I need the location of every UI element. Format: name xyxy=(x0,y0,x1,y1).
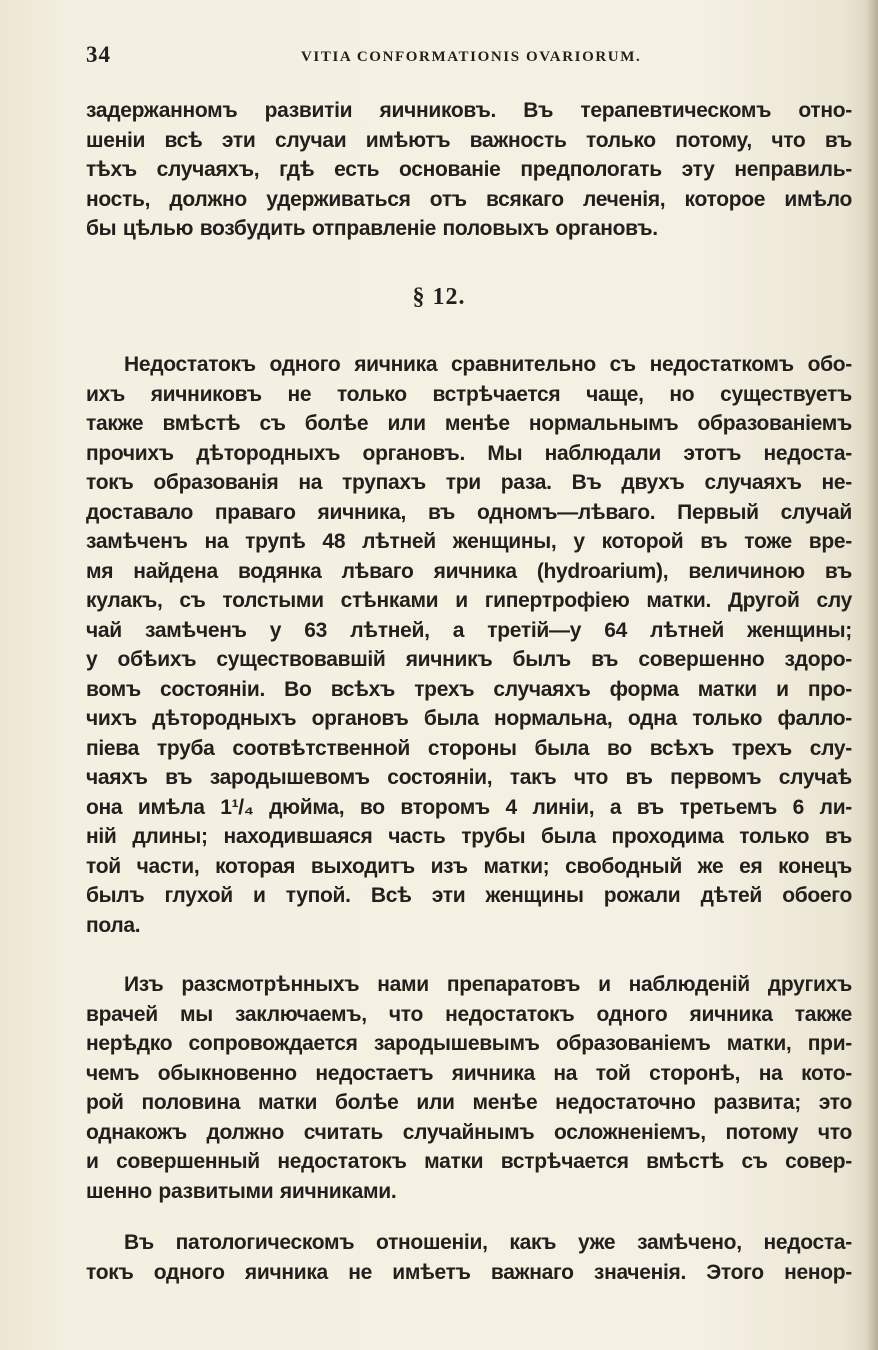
text-line: она имѣла 1¹/₄ дюйма, во второмъ 4 линіи, а въ третьемъ 6 ли- xyxy=(86,795,852,819)
text-line: замѣченъ на трупѣ 48 лѣтней женщины, у которой въ тоже вре- xyxy=(86,530,852,553)
text-line: шенно развитыми яичниками. xyxy=(86,1179,397,1203)
text-line: кулакъ, съ толстыми стѣнками и гипертрофіею матки. Другой слу xyxy=(86,589,852,612)
text-line: также вмѣстѣ съ болѣе или менѣе нормальнымъ образованіемъ xyxy=(86,412,852,435)
paragraph-4 xyxy=(86,1228,852,1287)
paragraph-1 xyxy=(86,96,852,244)
running-title: VITIA CONFORMATIONIS OVARIORUM. xyxy=(301,49,642,65)
text-line: пола. xyxy=(86,913,141,937)
text-line: доставало праваго яичника, въ одномъ—лѣваго. Первый случай xyxy=(86,500,852,524)
text-line: прочихъ дѣтородныхъ органовъ. Мы наблюдали этотъ недоста- xyxy=(86,441,852,465)
page-number: 34 xyxy=(86,42,111,67)
text-line: бы цѣлью возбудить отправленіе половыхъ органовъ. xyxy=(86,217,658,240)
text-line: былъ глухой и тупой. Всѣ эти женщины рожали дѣтей обоего xyxy=(86,884,852,907)
text-line: мя найдена водянка лѣваго яичника (hydroarium), величиною въ xyxy=(86,559,852,583)
text-line: Изъ разсмотрѣнныхъ нами препаратовъ и наблюденій другихъ xyxy=(124,973,852,996)
text-line: и совершенный недостатокъ матки встрѣчается вмѣстѣ съ совер- xyxy=(86,1150,852,1173)
text-line: Въ патологическомъ отношеніи, какъ уже замѣчено, недоста- xyxy=(124,1231,852,1254)
text-line: чай замѣченъ у 63 лѣтней, а третій—у 64 лѣтней женщины; xyxy=(86,618,852,642)
paragraph-3 xyxy=(86,970,852,1206)
text-line: вомъ состояніи. Во всѣхъ трехъ случаяхъ форма матки и про- xyxy=(86,677,852,701)
text-line: задержанномъ развитіи яичниковъ. Въ терапевтическомъ отно- xyxy=(86,99,852,122)
text-line: той части, которая выходитъ изъ матки; свободный же ея конецъ xyxy=(86,854,852,878)
text-line: чемъ обыкновенно недостаетъ яичника на той сторонѣ, на кото- xyxy=(86,1061,852,1085)
text-line: Недостатокъ одного яичника сравнительно съ недостаткомъ обо- xyxy=(124,353,852,376)
text-line: чихъ дѣтородныхъ органовъ была нормальна, одна только фалло- xyxy=(86,707,852,730)
paragraph-2 xyxy=(86,350,852,940)
text-line: токъ образованія на трупахъ три раза. Въ двухъ случаяхъ не- xyxy=(86,471,852,494)
text-line: ихъ яичниковъ не только встрѣчается чаще, но существуетъ xyxy=(86,382,852,406)
text-line: рой половина матки болѣе или менѣе недостаточно развита; это xyxy=(86,1091,852,1114)
text-line: однакожъ должно считать случайнымъ осложненіемъ, потому что xyxy=(86,1120,852,1144)
text-line: тѣхъ случаяхъ, гдѣ есть основаніе предпологать эту неправиль- xyxy=(86,158,852,181)
text-line: токъ одного яичника не имѣетъ важнаго значенія. Этого ненор- xyxy=(86,1260,852,1284)
page-edge-shadow xyxy=(866,0,878,1350)
text-line: ность, должно удерживаться отъ всякаго леченія, которое имѣло xyxy=(86,187,852,211)
text-line: у обѣихъ существовавшій яичникъ былъ въ совершенно здоро- xyxy=(86,648,852,671)
text-line: нерѣдко сопровождается зародышевымъ образованіемъ матки, при- xyxy=(86,1032,852,1055)
text-line: шеніи всѣ эти случаи имѣютъ важность только потому, что въ xyxy=(86,128,852,152)
text-line: ній длины; находившаяся часть трубы была проходима только въ xyxy=(86,825,852,848)
text-line: чаяхъ въ зародышевомъ состояніи, такъ что въ первомъ случаѣ xyxy=(86,766,852,789)
page-header xyxy=(86,42,852,82)
text-line: врачей мы заключаемъ, что недостатокъ одного яичника также xyxy=(86,1002,852,1026)
section-title: § 12. xyxy=(412,284,466,310)
text-line: піева труба соотвѣтственной стороны была во всѣхъ трехъ слу- xyxy=(86,736,852,760)
